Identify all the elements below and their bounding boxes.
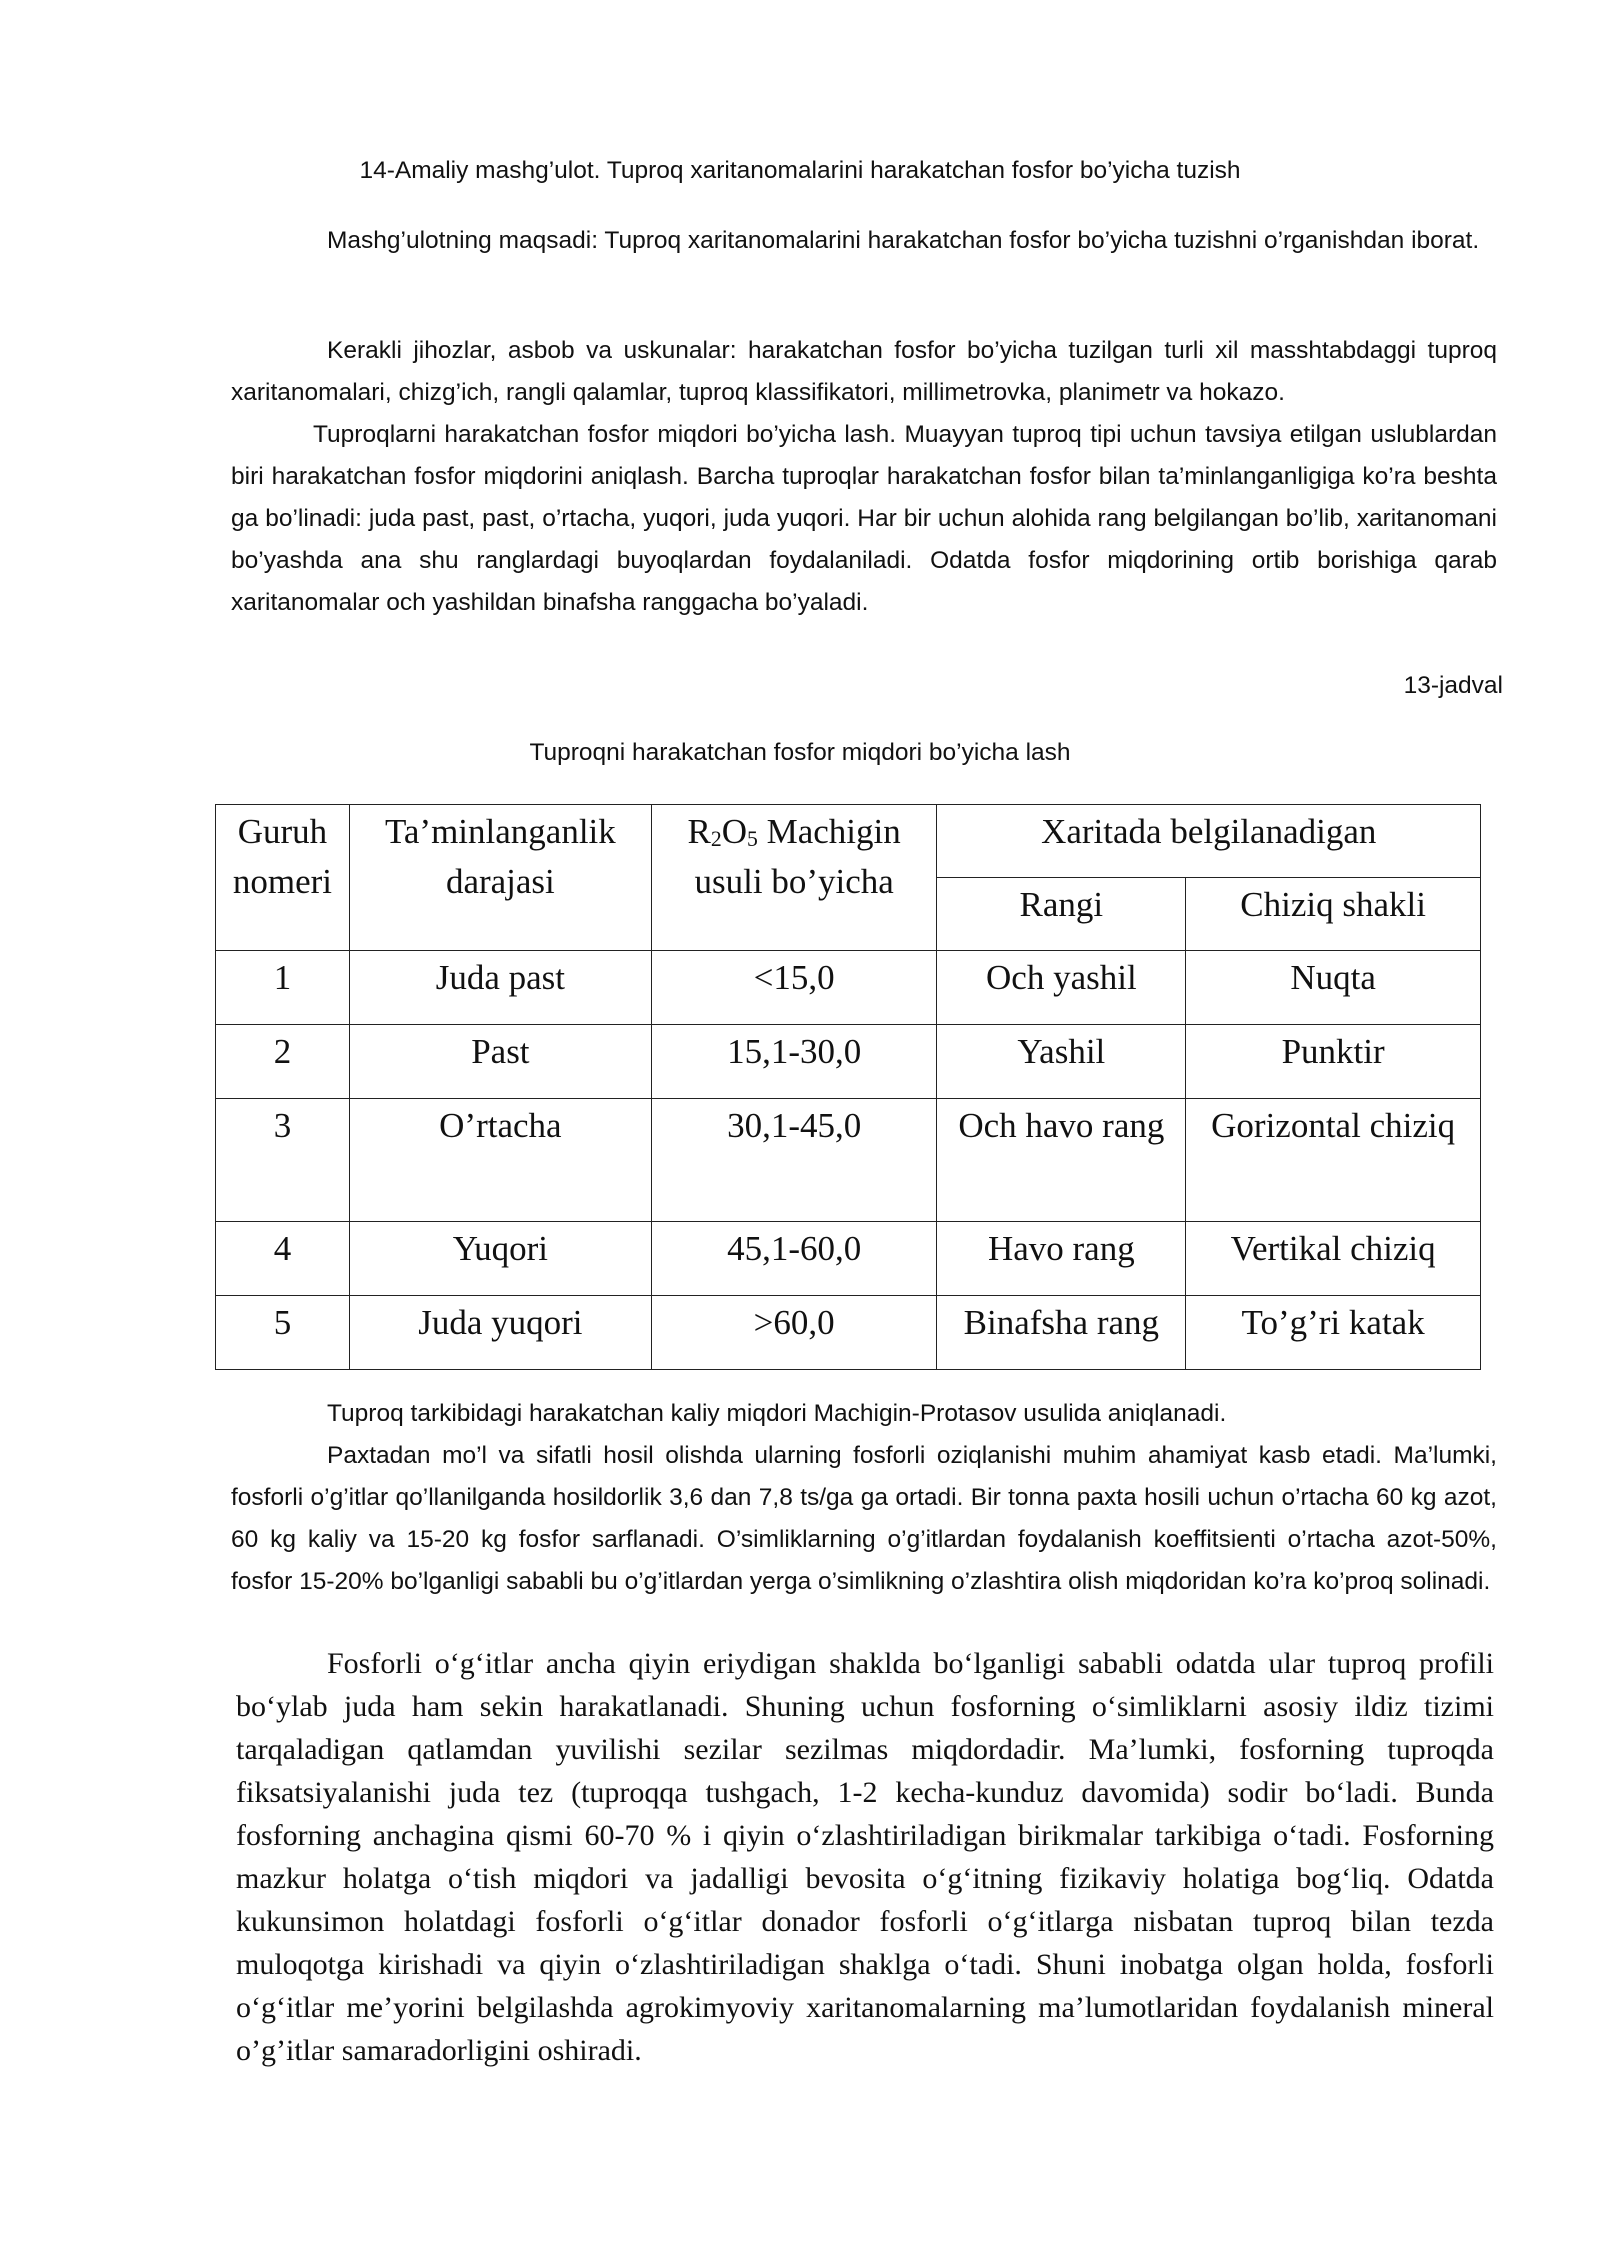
header-method: $R_2O_5$ Machigin usuli bo’yicha [651,805,937,951]
table-row [216,1099,1481,1222]
equipment-paragraph: Kerakli jihozlar, asbob va uskunalar: harakatchan fosfor bo’yicha tuzilgan turli xil masshtabdaggi tuproq xaritanomalari, chizg’ich, rangli qalamlar, tuproq klassifikatori, millimetrovka, planimetr va hokazo. [231,337,1497,406]
table-row [216,951,1481,1025]
potassium-note: Tuproq tarkibidagi harakatchan kaliy miqdori Machigin-Protasov usulida aniqlanadi. [327,1400,1227,1427]
page-title: 14-Amaliy mashg’ulot. Tuproq xaritanomalarini harakatchan fosfor bo’yicha tuzish [359,157,1241,184]
cell-group: 1 [216,951,350,1025]
header-map-marking: Xaritada belgilanadigan [937,805,1481,878]
cell-range: <15,0 [651,951,937,1025]
cell-level: Juda past [349,951,651,1025]
table-number-label: 13-jadval [1403,672,1503,699]
table-row [216,1296,1481,1370]
header-line-shape: Chiziq shakli [1186,878,1481,951]
cell-range: 45,1-60,0 [651,1222,937,1296]
table-caption: Tuproqni harakatchan fosfor miqdori bo’yicha lash [529,739,1071,766]
table-header-row [216,805,1481,878]
cotton-paragraph: Paxtadan mo’l va sifatli hosil olishda ularning fosforli oziqlanishi muhim ahamiyat kasb etadi. Ma’lumki, fosforli o’g’itlar qo’llanilganda hosildorlik 3,6 dan 7,8 ts/ga ga ortadi. Bir tonna paxta hosili uchun o’rtacha 60 kg azot, 60 kg kaliy va 15-20 kg fosfor sarflanadi. O’simliklarning o’g’itlardan foydalanish koeffitsienti o’rtacha azot-50%, fosfor 15-20% bo’lganligi sababli bu o’g’itlardan yerga o’simlikning o’zlashtira olish miqdoridan ko’ra ko’proq solinadi. [231,1442,1497,1595]
cell-color: Binafsha rang [937,1296,1186,1370]
cell-level: Past [349,1025,651,1099]
cell-line: Gorizontal chiziq [1186,1099,1481,1222]
cell-group: 3 [216,1099,350,1222]
table-row [216,1222,1481,1296]
header-group-number: Guruh nomeri [216,805,350,951]
cell-color: Och yashil [937,951,1186,1025]
cell-range: >60,0 [651,1296,937,1370]
cell-level: Juda yuqori [349,1296,651,1370]
cell-line: To’g’ri katak [1186,1296,1481,1370]
table-row [216,1025,1481,1099]
cell-group: 5 [216,1296,350,1370]
grouping-paragraph: Tuproqlarni harakatchan fosfor miqdori bo’yicha lash. Muayyan tuproq tipi uchun tavsiya etilgan uslublardan biri harakatchan fosfor miqdorini aniqlash. Barcha tuproqlar harakatchan fosfor bilan ta’minlanganligiga ko’ra beshta ga bo’linadi: juda past, past, o’rtacha, yuqori, juda yuqori. Har bir uchun alohida rang belgilangan bo’lib, xaritanomani bo’yashda ana shu ranglardagi buyoqlardan foydalaniladi. Odatda fosfor miqdorining ortib borishiga qarab xaritanomalar och yashildan binafsha ranggacha bo’yaladi. [231,421,1497,616]
cell-line: Vertikal chiziq [1186,1222,1481,1296]
phosphorus-table [215,804,1481,1370]
cell-group: 4 [216,1222,350,1296]
header-color: Rangi [937,878,1186,951]
cell-color: Yashil [937,1025,1186,1099]
cell-level: Yuqori [349,1222,651,1296]
cell-range: 15,1-30,0 [651,1025,937,1099]
fertilizer-paragraph: Fosforli oʻgʻitlar ancha qiyin eriydigan shaklda boʻlganligi sababli odatda ular tuproq profili boʻylab juda ham sekin harakatlanadi. Shuning uchun fosforning oʻsimliklarni asosiy ildiz tizimi tarqaladigan qatlamdan yuvilishi sezilar sezilmas miqdordadir. Ma’lumki, fosforning tuproqda fiksatsiyalanishi juda tez (tuproqqa tushgach, 1-2 kecha-kunduz davomida) sodir boʻladi. Bunda fosforning anchagina qismi 60-70 % i qiyin oʻzlashtiriladigan birikmalar tarkibiga oʻtadi. Fosforning mazkur holatga oʻtish miqdori va jadalligi bevosita oʻgʻitning fizikaviy holatiga bogʻliq. Odatda kukunsimon holatdagi fosforli oʻgʻitlar donador fosforli oʻgʻitlarga nisbatan tuproq bilan tezda muloqotga kirishadi va qiyin oʻzlashtiriladigan shaklga oʻtadi. Shuni inobatga olgan holda, fosforli oʻgʻitlar me’yorini belgilashda agrokimyoviy xaritanomalarning ma’lumotlaridan foydalanish mineral o’g’itlar samaradorligini oshiradi. [236,1647,1494,2067]
cell-line: Nuqta [1186,951,1481,1025]
cell-color: Havo rang [937,1222,1186,1296]
cell-color: Och havo rang [937,1099,1186,1222]
purpose-paragraph: Mashg’ulotning maqsadi: Tuproq xaritanomalarini harakatchan fosfor bo’yicha tuzishni o’rganishdan iborat. [327,227,1480,254]
cell-level: O’rtacha [349,1099,651,1222]
cell-line: Punktir [1186,1025,1481,1099]
header-supply-level: Ta’minlanganlik darajasi [349,805,651,951]
cell-group: 2 [216,1025,350,1099]
cell-range: 30,1-45,0 [651,1099,937,1222]
